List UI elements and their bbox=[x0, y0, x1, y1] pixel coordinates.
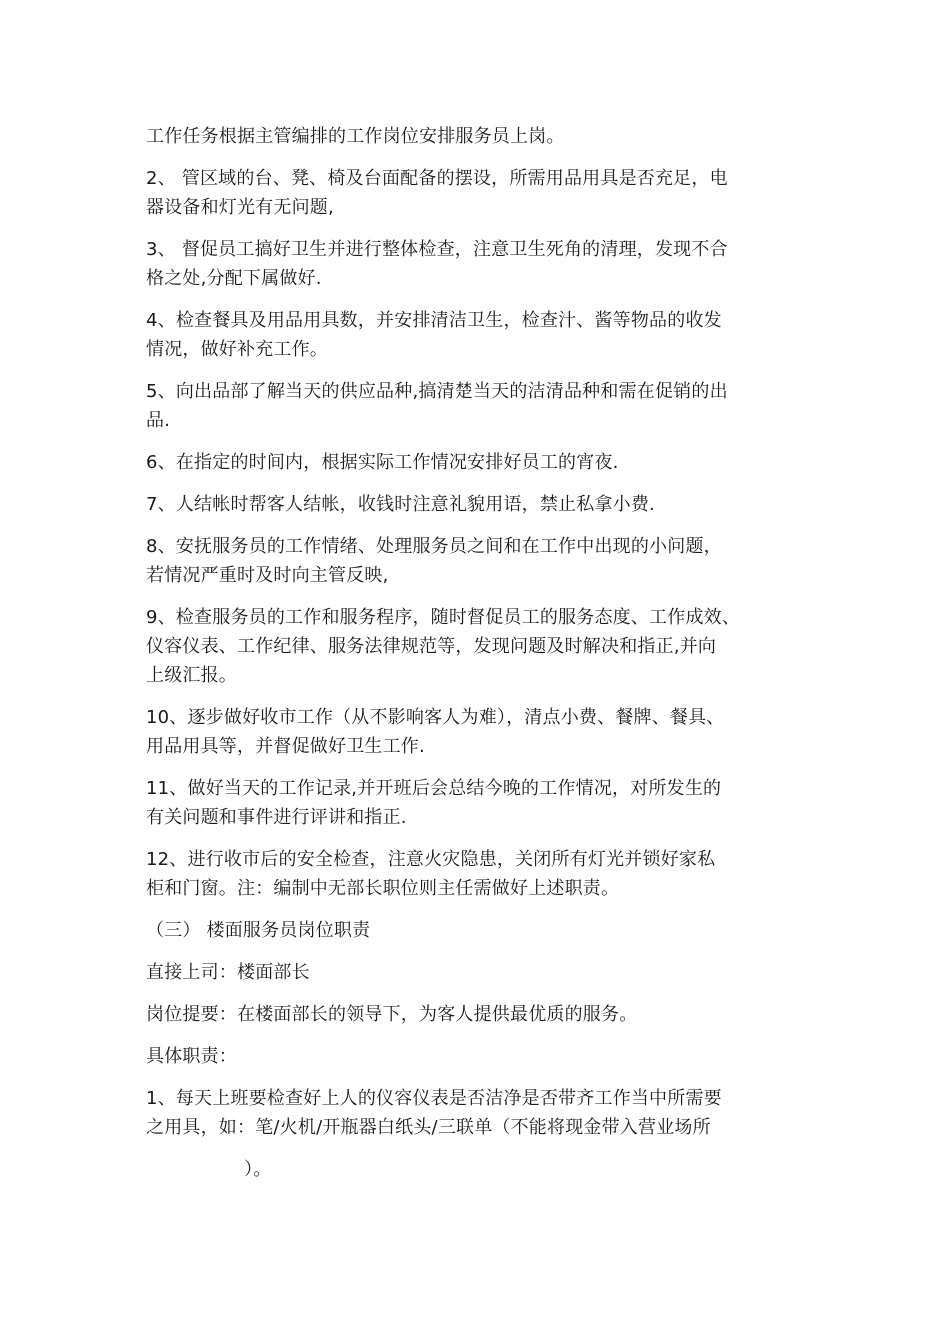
paragraph bbox=[146, 1000, 826, 1029]
paragraph bbox=[146, 306, 826, 364]
text-line: 有关问题和事件进行评讲和指正. bbox=[146, 807, 407, 828]
paragraph bbox=[146, 532, 826, 590]
text-line: 1、每天上班要检查好上人的仪容仪表是否洁净是否带齐工作当中所需要 bbox=[146, 1088, 722, 1109]
paragraph bbox=[146, 122, 826, 151]
text-line: 柜和门窗。注：编制中无部长职位则主任需做好上述职责。 bbox=[146, 878, 620, 899]
text-line: 品. bbox=[146, 410, 171, 431]
text-line: 用品用具等，并督促做好卫生工作. bbox=[146, 736, 425, 757]
text-line: 4、检查餐具及用品用具数，并安排清洁卫生，检查汁、酱等物品的收发 bbox=[146, 310, 722, 331]
text-line: 10、逐步做好收市工作（从不影响客人为难），清点小费、餐牌、餐具、 bbox=[146, 707, 725, 728]
paragraph-continuation bbox=[146, 1155, 826, 1184]
text-line: 直接上司：楼面部长 bbox=[146, 962, 310, 983]
text-line: 7、人结帐时帮客人结帐，收钱时注意礼貌用语，禁止私拿小费. bbox=[146, 494, 655, 515]
text-line: 9、检查服务员的工作和服务程序，随时督促员工的服务态度、工作成效、 bbox=[146, 607, 741, 628]
text-line: 5、向出品部了解当天的供应品种,搞清楚当天的洁清品种和需在促销的出 bbox=[146, 381, 728, 402]
paragraph bbox=[146, 703, 826, 761]
text-line: 具体职责： bbox=[146, 1046, 237, 1067]
text-line: 12、进行收市后的安全检查，注意火灾隐患，关闭所有灯光并锁好家私 bbox=[146, 849, 716, 870]
paragraph bbox=[146, 164, 826, 222]
paragraph bbox=[146, 1084, 826, 1142]
text-line: 仪容仪表、工作纪律、服务法律规范等，发现问题及时解决和指正,并向 bbox=[146, 636, 717, 657]
text-line: 若情况严重时及时向主管反映, bbox=[146, 565, 389, 586]
paragraph bbox=[146, 490, 826, 519]
paragraph bbox=[146, 845, 826, 903]
paragraph bbox=[146, 448, 826, 477]
paragraph bbox=[146, 1042, 826, 1071]
text-line: 2、 管区域的台、凳、椅及台面配备的摆设，所需用品用具是否充足，电 bbox=[146, 168, 728, 189]
paragraph bbox=[146, 603, 826, 690]
text-line: 上级汇报。 bbox=[146, 665, 237, 686]
text-line: 之用具，如：笔/火机/开瓶器白纸头/三联单（不能将现金带入营业场所 bbox=[146, 1117, 711, 1138]
text-line: ）。 bbox=[244, 1159, 272, 1180]
paragraph bbox=[146, 916, 826, 945]
paragraph bbox=[146, 235, 826, 293]
document-page bbox=[146, 122, 826, 1197]
text-line: 工作任务根据主管编排的工作岗位安排服务员上岗。 bbox=[146, 126, 565, 147]
text-line: 6、在指定的时间内，根据实际工作情况安排好员工的宵夜. bbox=[146, 452, 619, 473]
text-line: 8、安抚服务员的工作情绪、处理服务员之间和在工作中出现的小问题， bbox=[146, 536, 722, 557]
document-body bbox=[146, 122, 826, 1142]
text-line: 岗位提要：在楼面部长的领导下，为客人提供最优质的服务。 bbox=[146, 1004, 638, 1025]
text-line: （三） 楼面服务员岗位职责 bbox=[146, 920, 371, 941]
text-line: 情况，做好补充工作。 bbox=[146, 339, 328, 360]
paragraph bbox=[146, 377, 826, 435]
paragraph bbox=[146, 958, 826, 987]
text-line: 格之处,分配下属做好. bbox=[146, 268, 322, 289]
text-line: 11、做好当天的工作记录,并开班后会总结今晚的工作情况，对所发生的 bbox=[146, 778, 722, 799]
text-line: 器设备和灯光有无问题, bbox=[146, 197, 334, 218]
text-line: 3、 督促员工搞好卫生并进行整体检查，注意卫生死角的清理，发现不合 bbox=[146, 239, 728, 260]
paragraph bbox=[146, 774, 826, 832]
